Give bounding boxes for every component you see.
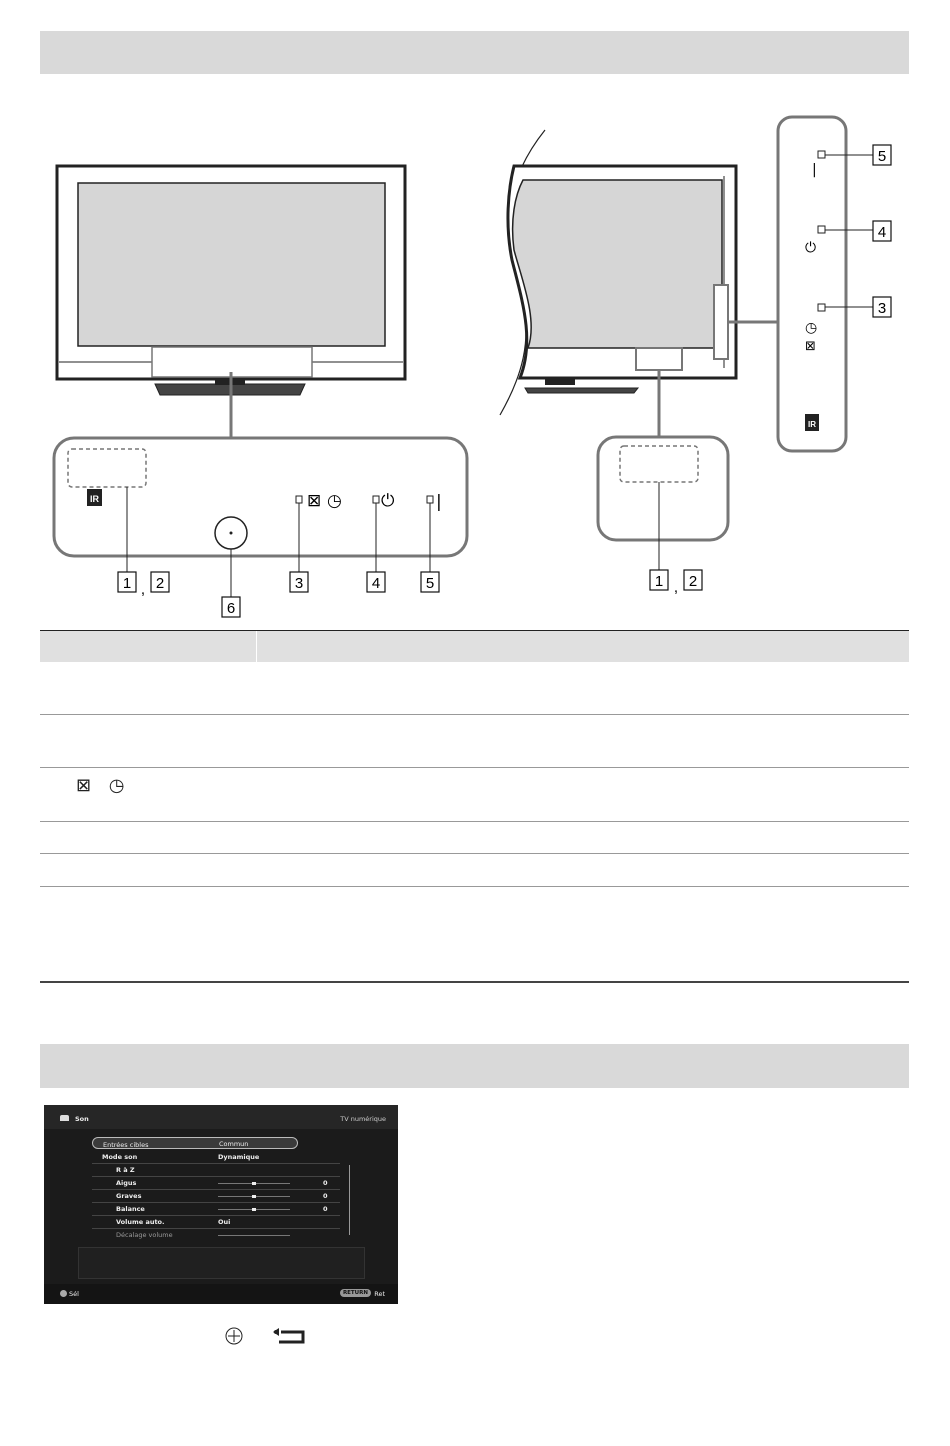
- menu-title: Son: [75, 1115, 89, 1123]
- bass-slider[interactable]: [218, 1196, 290, 1197]
- table-row3-icons: ⊠ ◷: [76, 775, 131, 796]
- callout-separator-left: ,: [140, 581, 146, 598]
- footer-return-label: Ret: [374, 1290, 385, 1298]
- section-header-band: [40, 1044, 909, 1088]
- menu-row-reset[interactable]: [92, 1163, 340, 1177]
- power-icon: |: [436, 492, 442, 512]
- enter-button-icon: [226, 1328, 242, 1344]
- menu-row-value: Commun: [219, 1140, 249, 1148]
- side-power-icon: |: [812, 162, 817, 178]
- table-row-divider: [40, 853, 909, 854]
- callout-2-left-label: 2: [155, 575, 165, 592]
- menu-row-value: 0: [323, 1192, 328, 1200]
- menu-row-label: Volume auto.: [116, 1218, 165, 1226]
- menu-row-value: 0: [323, 1205, 328, 1213]
- callout-3-left-label: 3: [294, 575, 304, 592]
- menu-row-volume-offset[interactable]: [92, 1228, 340, 1241]
- menu-row-label: Décalage volume: [116, 1231, 173, 1239]
- callout-3-right-label: 3: [877, 300, 887, 317]
- footer-select-label: Sél: [69, 1290, 79, 1298]
- menu-row-label: Aigus: [116, 1179, 137, 1187]
- picture-off-icon: ⊠: [307, 491, 322, 511]
- ir-label: IR: [90, 494, 99, 504]
- table-bottom-rule: [40, 981, 909, 983]
- callout-separator-right: ,: [673, 579, 679, 596]
- menu-row-target-inputs[interactable]: [92, 1137, 298, 1149]
- menu-row-value: 0: [323, 1179, 328, 1187]
- side-ir-label: IR: [808, 420, 816, 429]
- remote-buttons-illustration: [221, 1326, 311, 1348]
- led-standby: [373, 496, 379, 503]
- callout-5-left-label: 5: [425, 575, 435, 592]
- table-row-divider: [40, 821, 909, 822]
- callout-6-left-label: 6: [226, 600, 236, 617]
- volume-offset-slider[interactable]: [218, 1235, 290, 1236]
- table-header: [40, 630, 909, 662]
- menu-row-value: Dynamique: [218, 1153, 260, 1161]
- callout-1-right-label: 1: [654, 573, 664, 590]
- return-key-badge: RETURN: [340, 1289, 371, 1297]
- front-tv-illustration: [57, 166, 405, 395]
- menu-row-sound-mode[interactable]: [92, 1150, 340, 1164]
- table-row-divider: [40, 714, 909, 715]
- menu-header: [44, 1105, 398, 1129]
- menu-scrollbar[interactable]: [349, 1165, 350, 1235]
- menu-row-label: Balance: [116, 1205, 145, 1213]
- standby-icon: ⏻: [381, 491, 395, 511]
- timer-icon: ◷: [327, 491, 342, 511]
- table-row-divider: [40, 767, 909, 768]
- table-row-divider: [40, 886, 909, 887]
- menu-row-bass[interactable]: [92, 1189, 340, 1203]
- toolbox-icon: [60, 1115, 69, 1121]
- menu-description-area: [78, 1247, 365, 1279]
- menu-row-label: Entrées cibles: [103, 1141, 149, 1149]
- callout-5-right-label: 5: [877, 148, 887, 165]
- menu-footer: [44, 1284, 398, 1304]
- front-control-panel: [54, 438, 467, 556]
- led-picture-off: [296, 496, 302, 503]
- select-button-icon: [60, 1290, 67, 1297]
- led-power: [427, 496, 433, 503]
- menu-row-balance[interactable]: [92, 1202, 340, 1216]
- menu-row-auto-volume[interactable]: [92, 1215, 340, 1229]
- callout-2-right-label: 2: [688, 573, 698, 590]
- callout-4-right-label: 4: [877, 224, 887, 241]
- side-standby-icon: ⏻: [805, 240, 817, 256]
- side-timer-icon: ◷: [805, 320, 818, 336]
- menu-row-value: Oui: [218, 1218, 231, 1226]
- side-picture-off-icon: ⊠: [805, 339, 816, 354]
- menu-row-label: Mode son: [102, 1153, 138, 1161]
- menu-source: TV numérique: [340, 1115, 386, 1123]
- side-ir-panel: [598, 437, 728, 540]
- callout-4-left-label: 4: [371, 575, 381, 592]
- menu-row-label: Graves: [116, 1192, 142, 1200]
- treble-slider[interactable]: [218, 1183, 290, 1184]
- balance-slider[interactable]: [218, 1209, 290, 1210]
- side-tv-illustration: [500, 130, 736, 415]
- return-button-icon: [273, 1328, 303, 1342]
- sound-menu-screenshot: [44, 1105, 398, 1304]
- tv-controls-diagram: [0, 0, 950, 620]
- menu-row-treble[interactable]: [92, 1176, 340, 1190]
- callout-1-left-label: 1: [122, 575, 132, 592]
- menu-row-label: R à Z: [116, 1166, 135, 1174]
